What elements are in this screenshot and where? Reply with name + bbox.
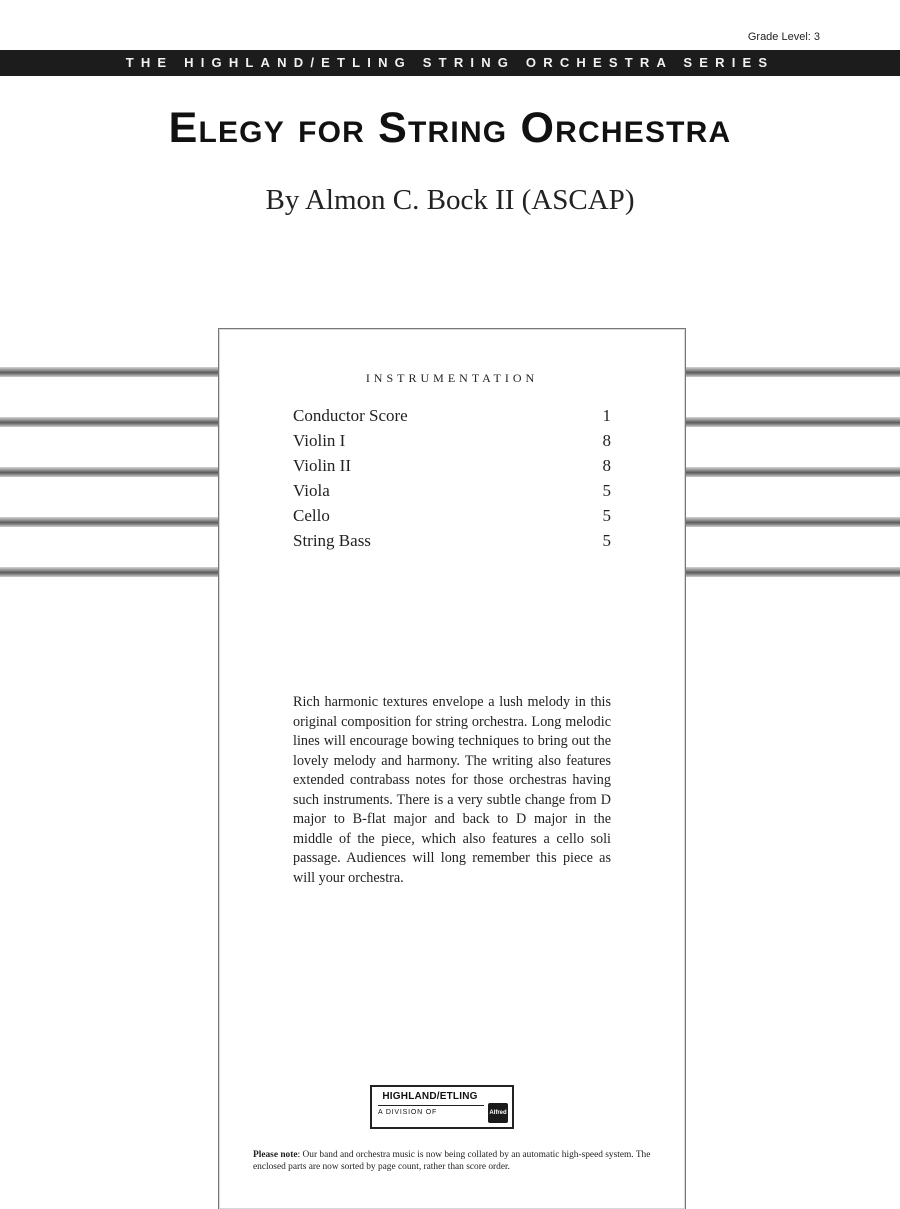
grade-level: Grade Level: 3 — [747, 31, 820, 43]
staff-line — [684, 417, 900, 427]
instrument-count: 5 — [602, 481, 611, 500]
alfred-logo-icon: Alfred — [488, 1103, 508, 1123]
piece-description: Rich harmonic textures envelope a lush melody in this original composition for string orchestra. Long melodic lines will encourage bowing techniques to bring out the lovely melody and harmony. The writing also features extended contrabass notes for those orchestras having such instruments. There is a very subtle change from D major to B-flat major and back to D major in the middle of the piece, which also features a cello soli passage. Audiences will long remember this piece as will your orchestra. — [293, 694, 611, 886]
info-panel — [218, 328, 686, 1209]
logo-divider — [378, 1105, 484, 1106]
instrument-name: Violin I — [293, 431, 346, 450]
instrument-name: Conductor Score — [293, 406, 408, 425]
staff-line — [684, 467, 900, 477]
logo-wordmark: HIGHLAND/ETLING — [382, 1091, 478, 1102]
staff-line — [684, 517, 900, 527]
instrument-name: Cello — [293, 506, 330, 525]
instrument-name: String Bass — [293, 531, 371, 550]
instrument-row — [293, 478, 611, 503]
staff-line — [0, 417, 218, 427]
staff-line — [0, 567, 218, 577]
instrument-count: 5 — [602, 506, 611, 525]
publisher-logo — [370, 1085, 514, 1129]
note-text: : Our band and orchestra music is now being collated by an automatic high-speed system. The enclosed parts are now sorted by page count, rather than score order. — [253, 1150, 651, 1172]
instrumentation-heading: INSTRUMENTATION — [365, 371, 539, 385]
collation-note — [253, 1149, 653, 1173]
staff-line — [0, 467, 218, 477]
instrument-row — [293, 428, 611, 453]
logo-subtitle: A DIVISION OF — [378, 1109, 438, 1116]
instrumentation-list — [293, 403, 611, 553]
instrument-count: 8 — [602, 456, 611, 475]
staff-line — [684, 567, 900, 577]
instrument-count: 1 — [602, 406, 611, 425]
composer-byline: By Almon C. Bock II (ASCAP) — [265, 184, 635, 216]
instrument-row — [293, 453, 611, 478]
instrument-name: Violin II — [293, 456, 351, 475]
instrument-count: 8 — [602, 431, 611, 450]
instrument-row — [293, 528, 611, 553]
note-label: Please note — [253, 1150, 298, 1160]
staff-line — [0, 367, 218, 377]
instrument-row — [293, 503, 611, 528]
staff-line — [0, 517, 218, 527]
instrument-name: Viola — [293, 481, 330, 500]
page-title: Elegy for String Orchestra — [168, 104, 732, 152]
staff-line — [684, 367, 900, 377]
instrument-count: 5 — [602, 531, 611, 550]
series-banner: THE HIGHLAND/ETLING STRING ORCHESTRA SERIES — [0, 50, 900, 76]
instrument-row — [293, 403, 611, 428]
